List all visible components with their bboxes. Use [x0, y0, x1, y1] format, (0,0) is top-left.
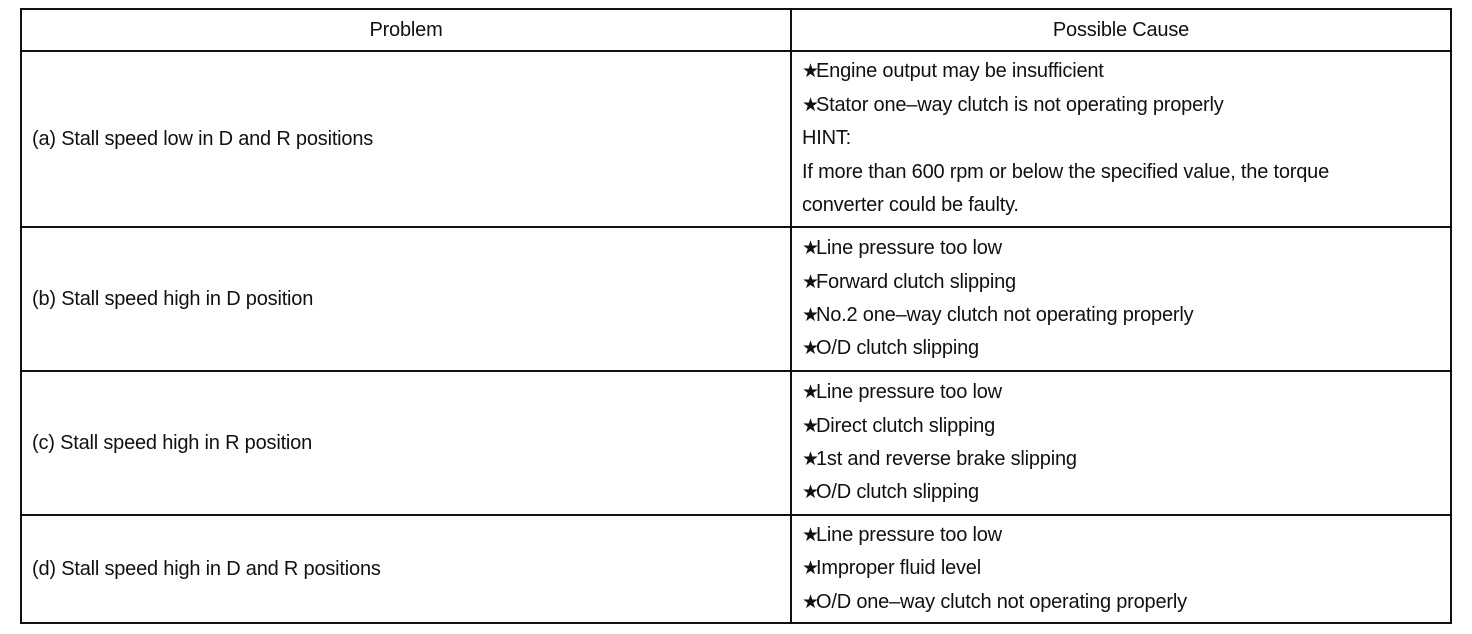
- star-bullet-icon: ★: [802, 61, 819, 83]
- cause-text: O/D one–way clutch not operating properly: [816, 590, 1187, 613]
- hint-label: HINT:: [802, 127, 852, 150]
- cause-item: [802, 519, 1420, 552]
- problem-cell: (a) Stall speed low in D and R positions: [21, 51, 791, 227]
- star-bullet-icon: ★: [802, 558, 819, 580]
- cause-text: 1st and reverse brake slipping: [816, 448, 1077, 470]
- cause-text: O/D clutch slipping: [816, 481, 979, 504]
- star-bullet-icon: ★: [802, 338, 819, 360]
- cause-text: Forward clutch slipping: [816, 270, 1016, 293]
- star-bullet-icon: ★: [802, 482, 819, 504]
- cause-item: [802, 89, 1420, 122]
- problem-cell: (d) Stall speed high in D and R positions: [21, 515, 791, 623]
- cause-item: [802, 443, 1420, 476]
- cause-text: Engine output may be insufficient: [816, 60, 1104, 83]
- cause-text: Direct clutch slipping: [816, 414, 996, 437]
- cause-item: [802, 376, 1420, 409]
- cause-text: Line pressure too low: [816, 237, 1002, 260]
- cause-header: Possible Cause: [791, 9, 1451, 51]
- problem-header: Problem: [21, 9, 791, 51]
- cause-cell: [791, 515, 1451, 623]
- star-bullet-icon: ★: [802, 449, 819, 470]
- star-bullet-icon: ★: [802, 524, 819, 546]
- hint-text: converter could be faulty.: [802, 194, 1019, 217]
- cause-cell: [791, 51, 1451, 227]
- cause-item: [802, 410, 1420, 443]
- troubleshooting-table: [20, 8, 1452, 624]
- star-bullet-icon: ★: [802, 591, 819, 613]
- cause-text: Line pressure too low: [816, 381, 1002, 404]
- cause-text: Line pressure too low: [816, 523, 1002, 546]
- cause-item: [802, 266, 1420, 299]
- cause-item: [802, 232, 1420, 265]
- table-row: [21, 51, 1451, 227]
- cause-item: [802, 552, 1420, 585]
- star-bullet-icon: ★: [802, 238, 819, 260]
- cause-cell: [791, 227, 1451, 371]
- cause-item: [802, 299, 1420, 332]
- cause-item: [802, 332, 1420, 365]
- star-bullet-icon: ★: [802, 415, 819, 437]
- cause-cell: [791, 371, 1451, 515]
- star-bullet-icon: ★: [802, 271, 819, 293]
- cause-text: No.2 one–way clutch not operating properly: [816, 304, 1194, 326]
- problem-cell: (b) Stall speed high in D position: [21, 227, 791, 371]
- table-row: [21, 227, 1451, 371]
- hint-text: If more than 600 rpm or below the specified value, the torque: [802, 160, 1329, 183]
- cause-item: [802, 476, 1420, 509]
- star-bullet-icon: ★: [802, 382, 819, 404]
- header-row: [21, 9, 1451, 51]
- cause-item: [802, 586, 1420, 619]
- cause-text: Improper fluid level: [816, 557, 981, 580]
- cause-text: Stator one–way clutch is not operating properly: [816, 93, 1224, 116]
- problem-cell: (c) Stall speed high in R position: [21, 371, 791, 515]
- cause-item: [802, 55, 1420, 88]
- table-row: [21, 515, 1451, 623]
- table-row: [21, 371, 1451, 515]
- star-bullet-icon: ★: [802, 94, 819, 116]
- cause-text: O/D clutch slipping: [816, 337, 979, 360]
- star-bullet-icon: ★: [802, 305, 819, 326]
